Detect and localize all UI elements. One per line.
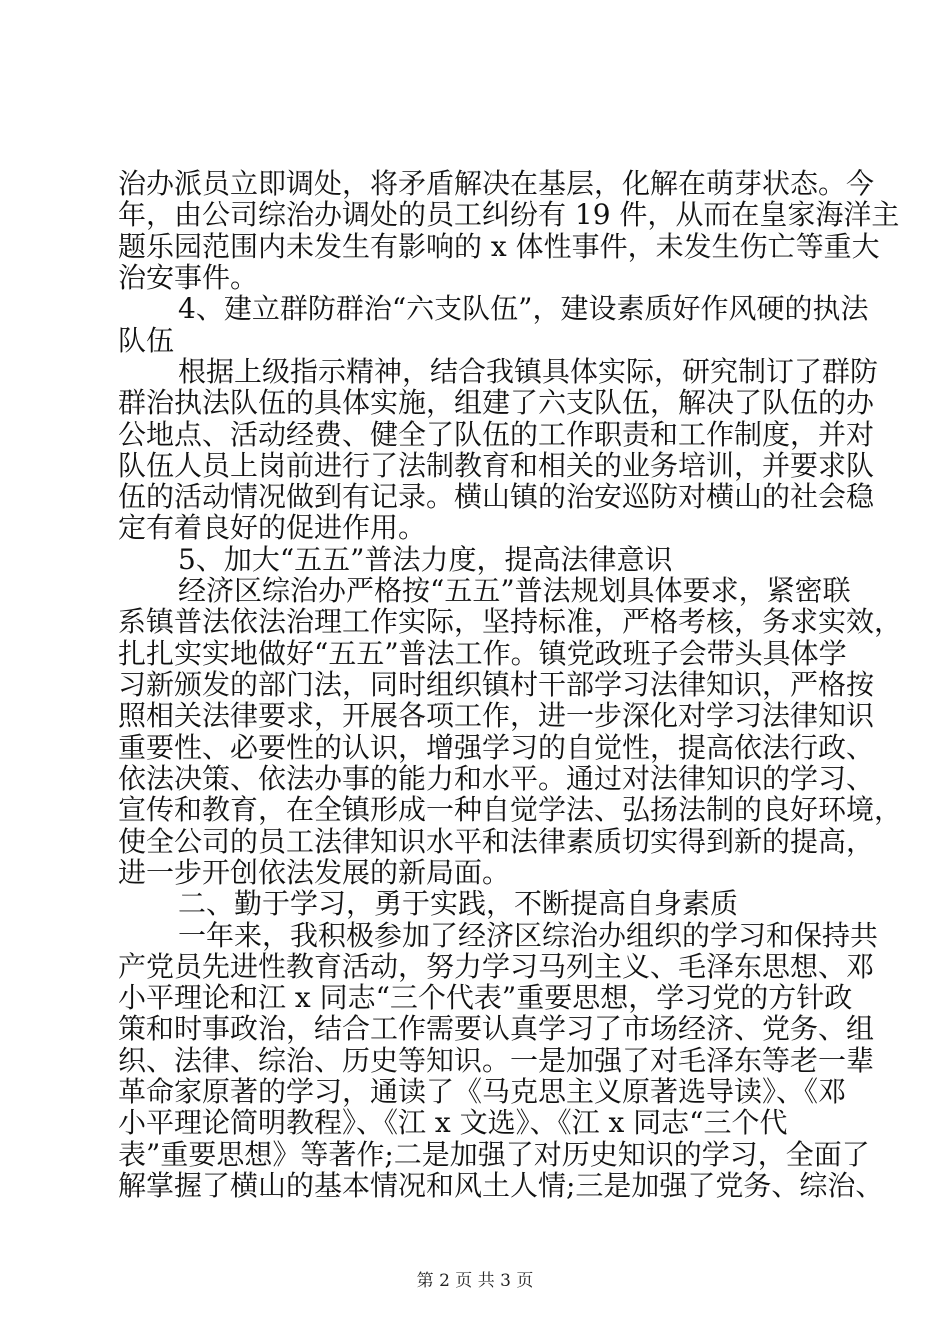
text-line: 表”重要思想》等著作;二是加强了对历史知识的学习，全面了 <box>118 1138 870 1171</box>
text-line: 照相关法律要求，开展各项工作，进一步深化对学习法律知识 <box>118 699 875 732</box>
section-heading: 4、建立群防群治“六支队伍”，建设素质好作风硬的执法 <box>178 292 869 325</box>
text-line: 使全公司的员工法律知识水平和法律素质切实得到新的提高， <box>118 825 875 858</box>
text-line: 治安事件。 <box>118 261 259 294</box>
section-heading: 5、加大“五五”普法力度，提高法律意识 <box>178 543 673 576</box>
text-line: 习新颁发的部门法，同时组织镇村干部学习法律知识，严格按 <box>118 668 875 701</box>
text-line: 伍的活动情况做到有记录。横山镇的治安巡防对横山的社会稳 <box>118 480 875 513</box>
text-line: 解掌握了横山的基本情况和风土人情;三是加强了党务、综治、 <box>118 1169 884 1202</box>
text-line: 扎扎实实地做好“五五”普法工作。镇党政班子会带头具体学 <box>118 637 847 670</box>
text-line: 根据上级指示精神，结合我镇具体实际，研究制订了群防 <box>178 355 879 388</box>
text-line: 进一步开创依法发展的新局面。 <box>118 856 511 889</box>
text-line: 小平理论简明教程》、《江 x 文选》、《江 x 同志“三个代 <box>118 1106 788 1139</box>
text-line: 策和时事政治，结合工作需要认真学习了市场经济、党务、组 <box>118 1012 875 1045</box>
section-heading: 二、勤于学习，勇于实践，不断提高自身素质 <box>178 887 739 920</box>
text-line: 群治执法队伍的具体实施，组建了六支队伍，解决了队伍的办 <box>118 386 875 419</box>
text-line: 宣传和教育，在全镇形成一种自觉学法、弘扬法制的良好环境， <box>118 793 903 826</box>
text-line: 系镇普法依法治理工作实际，坚持标准，严格考核，务求实效， <box>118 605 903 638</box>
text-line: 革命家原著的学习，通读了《马克思主义原著选导读》、《邓 <box>118 1075 847 1108</box>
text-line: 公地点、活动经费、健全了队伍的工作职责和工作制度，并对 <box>118 418 875 451</box>
text-line: 经济区综治办严格按“五五”普法规划具体要求，紧密联 <box>178 574 851 607</box>
text-line: 队伍人员上岗前进行了法制教育和相关的业务培训，并要求队 <box>118 449 875 482</box>
text-line: 治办派员立即调处，将矛盾解决在基层，化解在萌芽状态。今 <box>118 167 875 200</box>
page-number-footer: 第 2 页 共 3 页 <box>416 1271 534 1291</box>
text-line: 产党员先进性教育活动，努力学习马列主义、毛泽东思想、邓 <box>118 950 875 983</box>
section-heading: 队伍 <box>118 324 175 357</box>
text-line: 题乐园范围内未发生有影响的 x 体性事件，未发生伤亡等重大 <box>118 230 880 263</box>
text-line: 年，由公司综治办调处的员工纠纷有 19 件，从而在皇家海洋主 <box>118 198 900 231</box>
text-line: 依法决策、依法办事的能力和水平。通过对法律知识的学习、 <box>118 762 875 795</box>
text-line: 定有着良好的促进作用。 <box>118 511 427 544</box>
text-line: 织、法律、综治、历史等知识。一是加强了对毛泽东等老一辈 <box>118 1044 875 1077</box>
text-line: 重要性、必要性的认识，增强学习的自觉性，提高依法行政、 <box>118 731 875 764</box>
text-line: 小平理论和江 x 同志“三个代表”重要思想，学习党的方针政 <box>118 981 853 1014</box>
text-line: 一年来，我积极参加了经济区综治办组织的学习和保持共 <box>178 919 879 952</box>
